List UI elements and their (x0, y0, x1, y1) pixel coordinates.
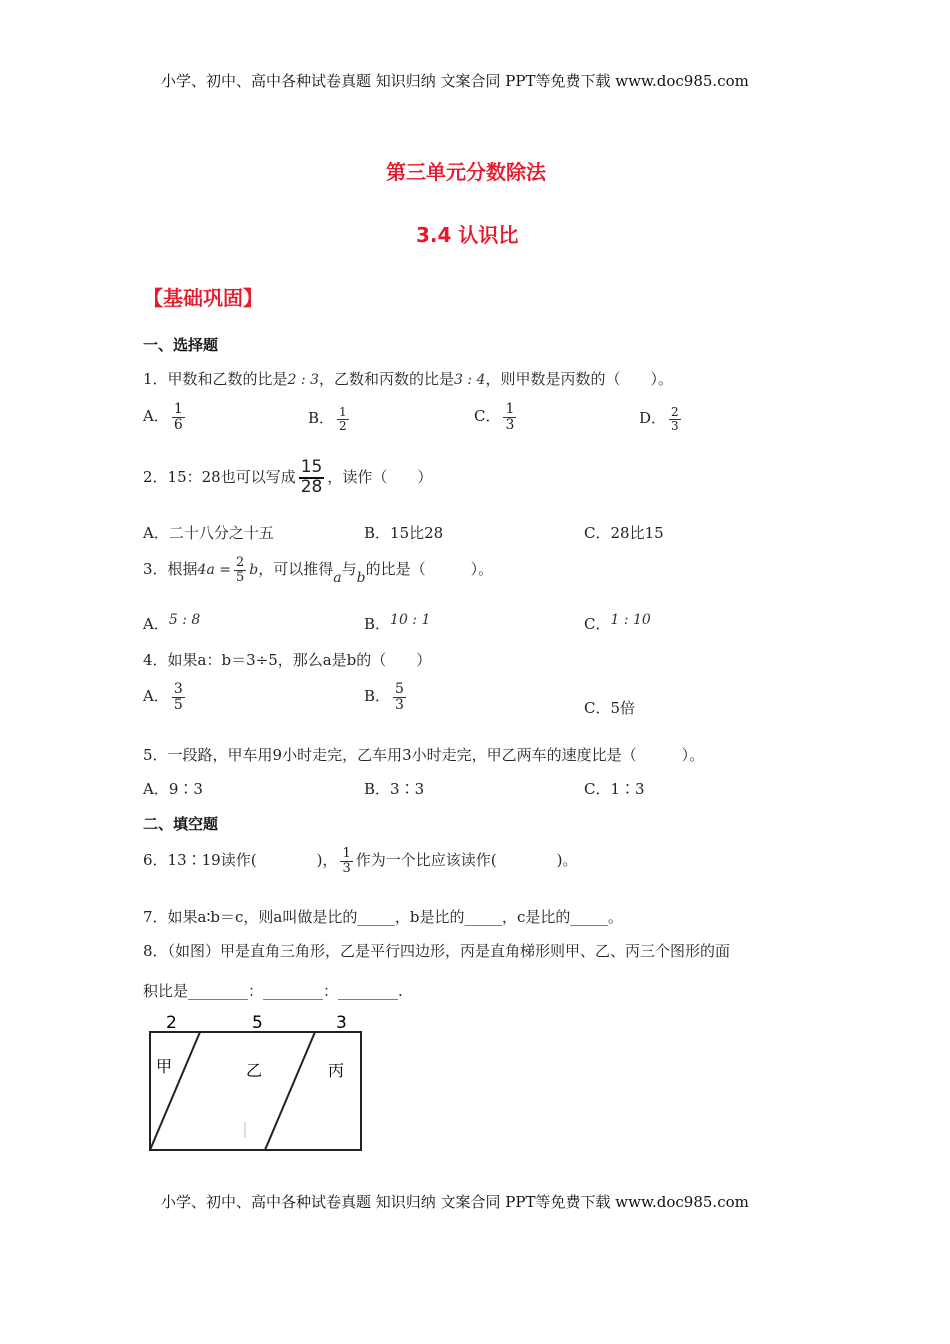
top-label-5: 5 (252, 1013, 263, 1033)
page-header: 小学、初中、高中各种试卷真题 知识归纳 文案合同 PPT等免费下载 www.doc985.com (161, 72, 749, 90)
top-label-3: 3 (336, 1013, 347, 1033)
q3-option-c: C．1 : 10 (584, 612, 651, 633)
top-label-2: 2 (166, 1013, 177, 1033)
q4-option-a: A． $\frac{3}{5}$ (143, 681, 183, 713)
question-8-line-2: 积比是________：________：________. (143, 982, 403, 1000)
part-fill-heading: 二、填空题 (143, 815, 219, 833)
shape-label-bing: 丙 (328, 1061, 345, 1080)
q1-option-b: B． $\frac{1}{2}$ (308, 405, 347, 433)
q5-option-a: A．9∶3 (143, 780, 203, 798)
left-slant-line (150, 1032, 200, 1150)
shapes-figure (140, 1010, 372, 1160)
q5-option-b: B．3∶3 (364, 780, 425, 798)
q4-option-b: B． $\frac{5}{3}$ (364, 681, 404, 713)
question-3: 3．根据4a = $\frac{2}{5}$ b，可以推得a与b的比是（ ）。 (143, 555, 494, 587)
question-1: 1．甲数和乙数的比是2 : 3，乙数和丙数的比是3 : 4，则甲数是丙数的（ ）。 (143, 370, 673, 388)
question-6: 6．13∶19读作( )， $\frac{1}{3}$ 作为一个比应该读作( )。 (143, 846, 578, 876)
page-footer: 小学、初中、高中各种试卷真题 知识归纳 文案合同 PPT等免费下载 www.doc985.com (161, 1193, 749, 1211)
q5-option-c: C．1∶3 (584, 780, 645, 798)
question-7: 7．如果a∶b＝c，则a叫做是比的_____，b是比的_____，c是比的_____。 (143, 908, 623, 926)
right-slant-line (265, 1032, 315, 1150)
q2-option-a: A．二十八分之十五 (143, 524, 274, 542)
question-2: 2．15：28也可以写成 $\frac{15}{28}$ ，读作（ ） (143, 457, 433, 497)
q4-option-c: C．5倍 (584, 699, 636, 717)
question-8-line-1: 8．（如图）甲是直角三角形，乙是平行四边形，丙是直角梯形则甲、乙、丙三个图形的面 (143, 942, 731, 960)
q1-option-a: A． $\frac{1}{6}$ (143, 401, 183, 433)
q1-option-d: D． $\frac{2}{3}$ (639, 405, 679, 433)
q3-option-b: B．10 : 1 (364, 612, 431, 633)
shape-label-yi: 乙 (246, 1061, 263, 1080)
shape-label-jia: 甲 (156, 1057, 173, 1076)
unit-title: 第三单元分数除法 (386, 160, 546, 184)
outer-rectangle (150, 1032, 361, 1150)
q3-option-a: A．5 : 8 (143, 612, 201, 633)
section-heading: 【基础巩固】 (143, 286, 263, 310)
q2-option-b: B．15比28 (364, 524, 444, 542)
q1-option-c: C． $\frac{1}{3}$ (474, 401, 515, 433)
q2-option-c: C．28比15 (584, 524, 664, 542)
question-5: 5．一段路，甲车用9小时走完，乙车用3小时走完，甲乙两车的速度比是（ ）。 (143, 746, 705, 764)
question-4: 4．如果a：b＝3÷5，那么a是b的（ ） (143, 651, 432, 669)
lesson-title: 3.4 认识比 (416, 223, 519, 247)
part-choice-heading: 一、选择题 (143, 336, 219, 354)
